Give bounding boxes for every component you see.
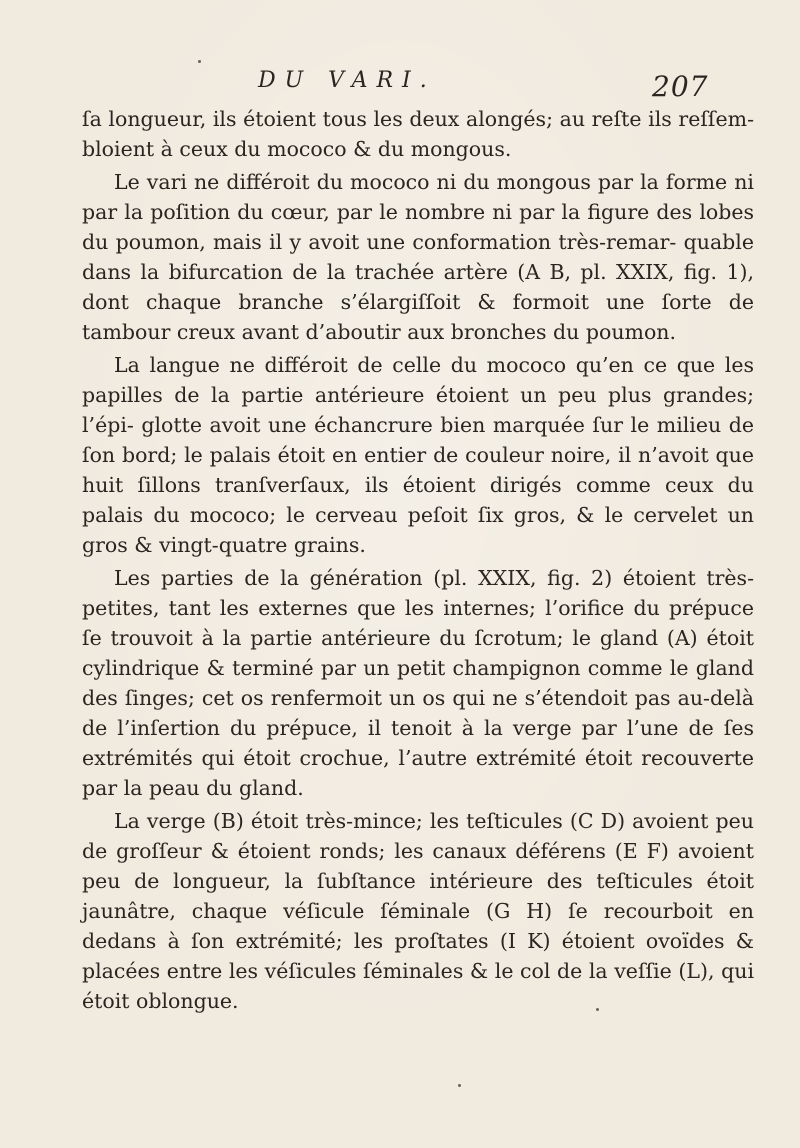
paper-speck <box>458 1084 461 1087</box>
paragraph: La verge (B) étoit très-mince; les teſticules (C D) avoient peu de groſſeur & étoient ronds; les canaux déférens (E F) avoient peu de longueur, la ſubſtance intérieure des teſticules étoit jaunâtre, chaque véſicule ſéminale (G H) ſe recourboit en dedans à ſon extrémité; les proſtates (I K) étoient ovoïdes & placées entre les véſicules ſéminales & le col de la veſſie (L), qui étoit oblongue. <box>82 809 754 1013</box>
paragraph: ſa longueur, ils étoient tous les deux alongés; au reſte ils reſſem- bloient à ceux du mococo & du mongous. <box>82 107 754 161</box>
paragraph: La langue ne différoit de celle du mococo qu’en ce que les papilles de la partie antérieure étoient un peu plus grandes; l’épi- glotte avoit une échancrure bien marquée ſur le milieu de ſon bord; le palais étoit en entier de couleur noire, il n’avoit que huit ſillons tranſverſaux, ils étoient dirigés comme ceux du palais du mococo; le cerveau peſoit ſix gros, & le cervelet un gros & vingt-quatre grains. <box>82 353 754 557</box>
page-number: 207 <box>652 70 709 103</box>
paper-speck <box>596 1008 599 1011</box>
paper-speck <box>198 60 201 63</box>
body-text <box>82 104 754 1016</box>
running-title: DU VARI. <box>258 68 436 93</box>
paragraph: Les parties de la génération (pl. XXIX, fig. 2) étoient très- petites, tant les externes que les internes; l’orifice du prépuce ſe trouvoit à la partie antérieure du ſcrotum; le gland (A) étoit cylindrique & terminé par un petit champignon comme le gland des ſinges; cet os renfermoit un os qui ne s’étendoit pas au-delà de l’inſertion du prépuce, il tenoit à la verge par l’une de ſes extrémités qui étoit crochue, l’autre extrémité étoit recouverte par la peau du gland. <box>82 566 754 800</box>
paragraph: Le vari ne différoit du mococo ni du mongous par la forme ni par la poſition du cœur, par le nombre ni par la figure des lobes du poumon, mais il y avoit une conformation très-remar- quable dans la bifurcation de la trachée artère (A B, pl. XXIX, fig. 1), dont chaque branche s’élargiſſoit & formoit une ſorte de tambour creux avant d’aboutir aux bronches du poumon. <box>82 170 754 344</box>
